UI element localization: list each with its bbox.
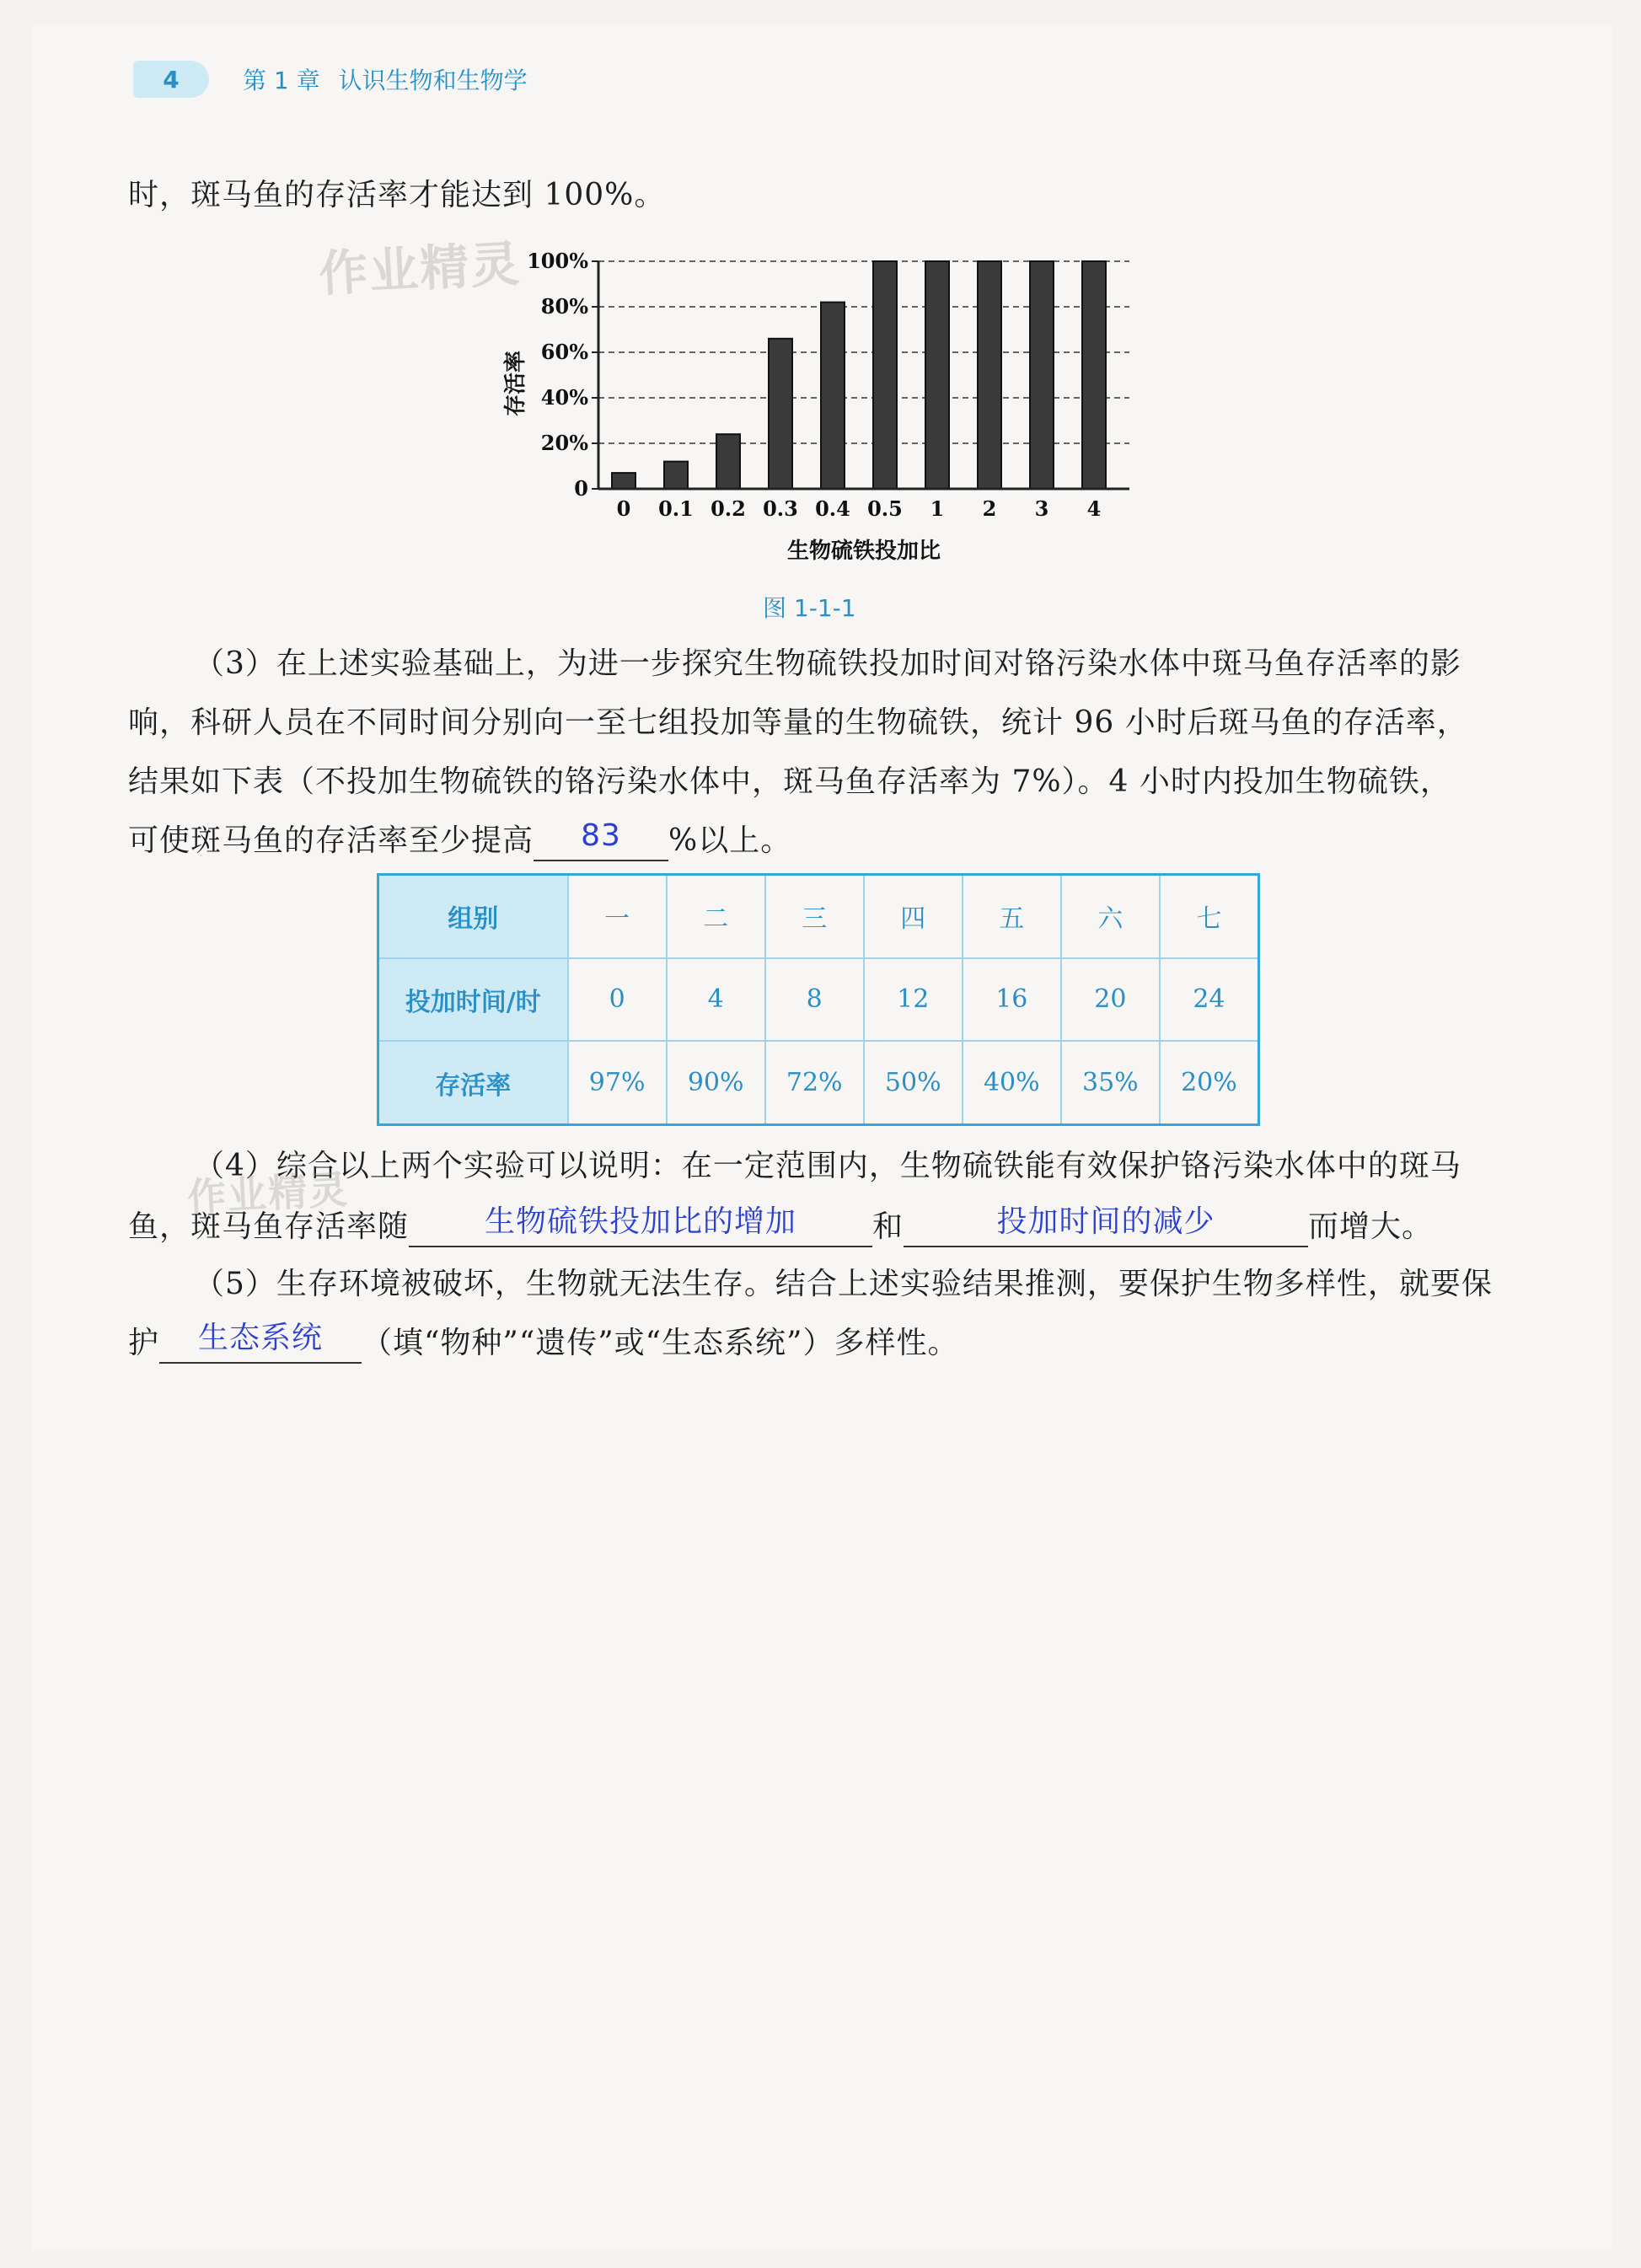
table-cell: 0 xyxy=(568,958,667,1041)
x-tick-label: 0.5 xyxy=(867,496,903,521)
x-axis-label: 生物硫铁投加比 xyxy=(786,539,941,564)
q3-answer: 83 xyxy=(581,818,621,853)
q4-line-2 xyxy=(128,1204,1434,1247)
table-cell: 二 xyxy=(667,875,765,958)
y-axis-label: 存活率 xyxy=(503,350,528,417)
figure-caption: 图 1-1-1 xyxy=(763,594,856,622)
x-tick-label: 2 xyxy=(982,496,997,521)
q4-answer-b: 投加时间的减少 xyxy=(996,1204,1215,1239)
bar xyxy=(1082,261,1106,489)
chapter-title: 认识生物和生物学 xyxy=(338,67,528,94)
q3-line-1: （3）在上述实验基础上，为进一步探究生物硫铁投加时间对铬污染水体中斑马鱼存活率的影 xyxy=(194,646,1461,681)
q5-line-2 xyxy=(128,1323,958,1364)
text-line-1: 时，斑马鱼的存活率才能达到 100%。 xyxy=(128,178,666,212)
q4-answer-a: 生物硫铁投加比的增加 xyxy=(485,1204,797,1239)
table-row xyxy=(378,958,1259,1041)
x-tick-label: 3 xyxy=(1034,496,1049,521)
q3-line-2: 响，科研人员在不同时间分别向一至七组投加等量的生物硫铁，统计 96 小时后斑马鱼的存活率， xyxy=(128,705,1468,740)
row-header: 组别 xyxy=(378,875,568,958)
y-tick-label: 0 xyxy=(574,476,588,501)
bar xyxy=(769,339,792,489)
table-cell: 90% xyxy=(667,1041,765,1124)
row-header: 投加时间/时 xyxy=(378,958,568,1041)
row-header: 存活率 xyxy=(378,1041,568,1124)
bar xyxy=(1030,261,1054,489)
x-tick-label: 1 xyxy=(930,496,945,521)
table-cell: 4 xyxy=(667,958,765,1041)
q4-answer-blank-a[interactable] xyxy=(409,1204,872,1247)
q3-line-4 xyxy=(128,818,792,861)
x-tick-label: 0.3 xyxy=(763,496,798,521)
table-cell: 六 xyxy=(1061,875,1160,958)
q4-line-2-pre: 鱼，斑马鱼存活率随 xyxy=(128,1209,410,1244)
q5-answer: 生态系统 xyxy=(198,1321,324,1355)
q5-line-2-pre: 护 xyxy=(128,1326,160,1360)
x-tick-label: 0.4 xyxy=(815,496,850,521)
q5-line-1: （5）生存环境被破坏，生物就无法生存。结合上述实验结果推测，要保护生物多样性，就要保 xyxy=(194,1267,1493,1301)
y-tick-label: 100% xyxy=(527,249,588,273)
bar xyxy=(978,261,1001,489)
watermark: 作业精灵 xyxy=(317,234,523,303)
y-tick-labels xyxy=(527,249,598,501)
x-tick-label: 0.1 xyxy=(658,496,694,521)
q3-line-3: 结果如下表（不投加生物硫铁的铬污染水体中，斑马鱼存活率为 7%）。4 小时内投加生物硫铁， xyxy=(128,764,1451,799)
bar xyxy=(716,434,740,489)
table-cell: 一 xyxy=(568,875,667,958)
x-tick-label: 4 xyxy=(1086,496,1102,521)
table-cell: 24 xyxy=(1160,958,1259,1041)
table-row xyxy=(378,875,1259,958)
table-row xyxy=(378,1041,1259,1124)
q3-line-4-post: %以上。 xyxy=(668,823,792,858)
page-header xyxy=(133,59,546,99)
table-cell: 七 xyxy=(1160,875,1259,958)
q3-answer-blank[interactable] xyxy=(534,818,668,861)
bar xyxy=(664,462,688,489)
chart-bars xyxy=(612,261,1106,489)
page-number: 4 xyxy=(133,61,209,98)
q3-line-4-pre: 可使斑马鱼的存活率至少提高 xyxy=(128,823,534,858)
table-cell: 72% xyxy=(765,1041,864,1124)
table-cell: 8 xyxy=(765,958,864,1041)
y-tick-label: 60% xyxy=(540,340,588,364)
x-tick-labels xyxy=(617,496,1102,521)
q4-line-1: （4）综合以上两个实验可以说明：在一定范围内，生物硫铁能有效保护铬污染水体中的斑马 xyxy=(194,1149,1461,1183)
table-cell: 三 xyxy=(765,875,864,958)
x-tick-label: 0 xyxy=(616,496,631,521)
survival-bar-chart xyxy=(489,244,1146,582)
watermark: 作业精灵 xyxy=(185,1166,351,1220)
table-cell: 12 xyxy=(864,958,963,1041)
q4-line-2-mid: 和 xyxy=(872,1209,904,1244)
y-tick-label: 40% xyxy=(540,385,588,410)
table-cell: 20 xyxy=(1061,958,1160,1041)
table-cell: 35% xyxy=(1061,1041,1160,1124)
q4-line-2-post: 而增大。 xyxy=(1308,1209,1434,1244)
table-cell: 40% xyxy=(963,1041,1061,1124)
y-tick-label: 80% xyxy=(540,294,588,319)
table-cell: 50% xyxy=(864,1041,963,1124)
q5-answer-blank[interactable] xyxy=(159,1321,362,1364)
x-tick-label: 0.2 xyxy=(711,496,746,521)
table-cell: 五 xyxy=(963,875,1061,958)
chapter-number: 第 1 章 xyxy=(243,67,320,94)
chapter-heading xyxy=(243,62,546,96)
y-tick-label: 20% xyxy=(540,431,588,455)
q4-answer-blank-b[interactable] xyxy=(904,1204,1308,1247)
bar xyxy=(821,303,845,489)
table-cell: 97% xyxy=(568,1041,667,1124)
data-table xyxy=(377,873,1260,1126)
table-cell: 16 xyxy=(963,958,1061,1041)
bar xyxy=(612,473,635,489)
bar xyxy=(925,261,949,489)
q5-line-2-post: （填“物种”“遗传”或“生态系统”）多样性。 xyxy=(362,1326,959,1360)
bar xyxy=(873,261,897,489)
table-cell: 四 xyxy=(864,875,963,958)
table-cell: 20% xyxy=(1160,1041,1259,1124)
